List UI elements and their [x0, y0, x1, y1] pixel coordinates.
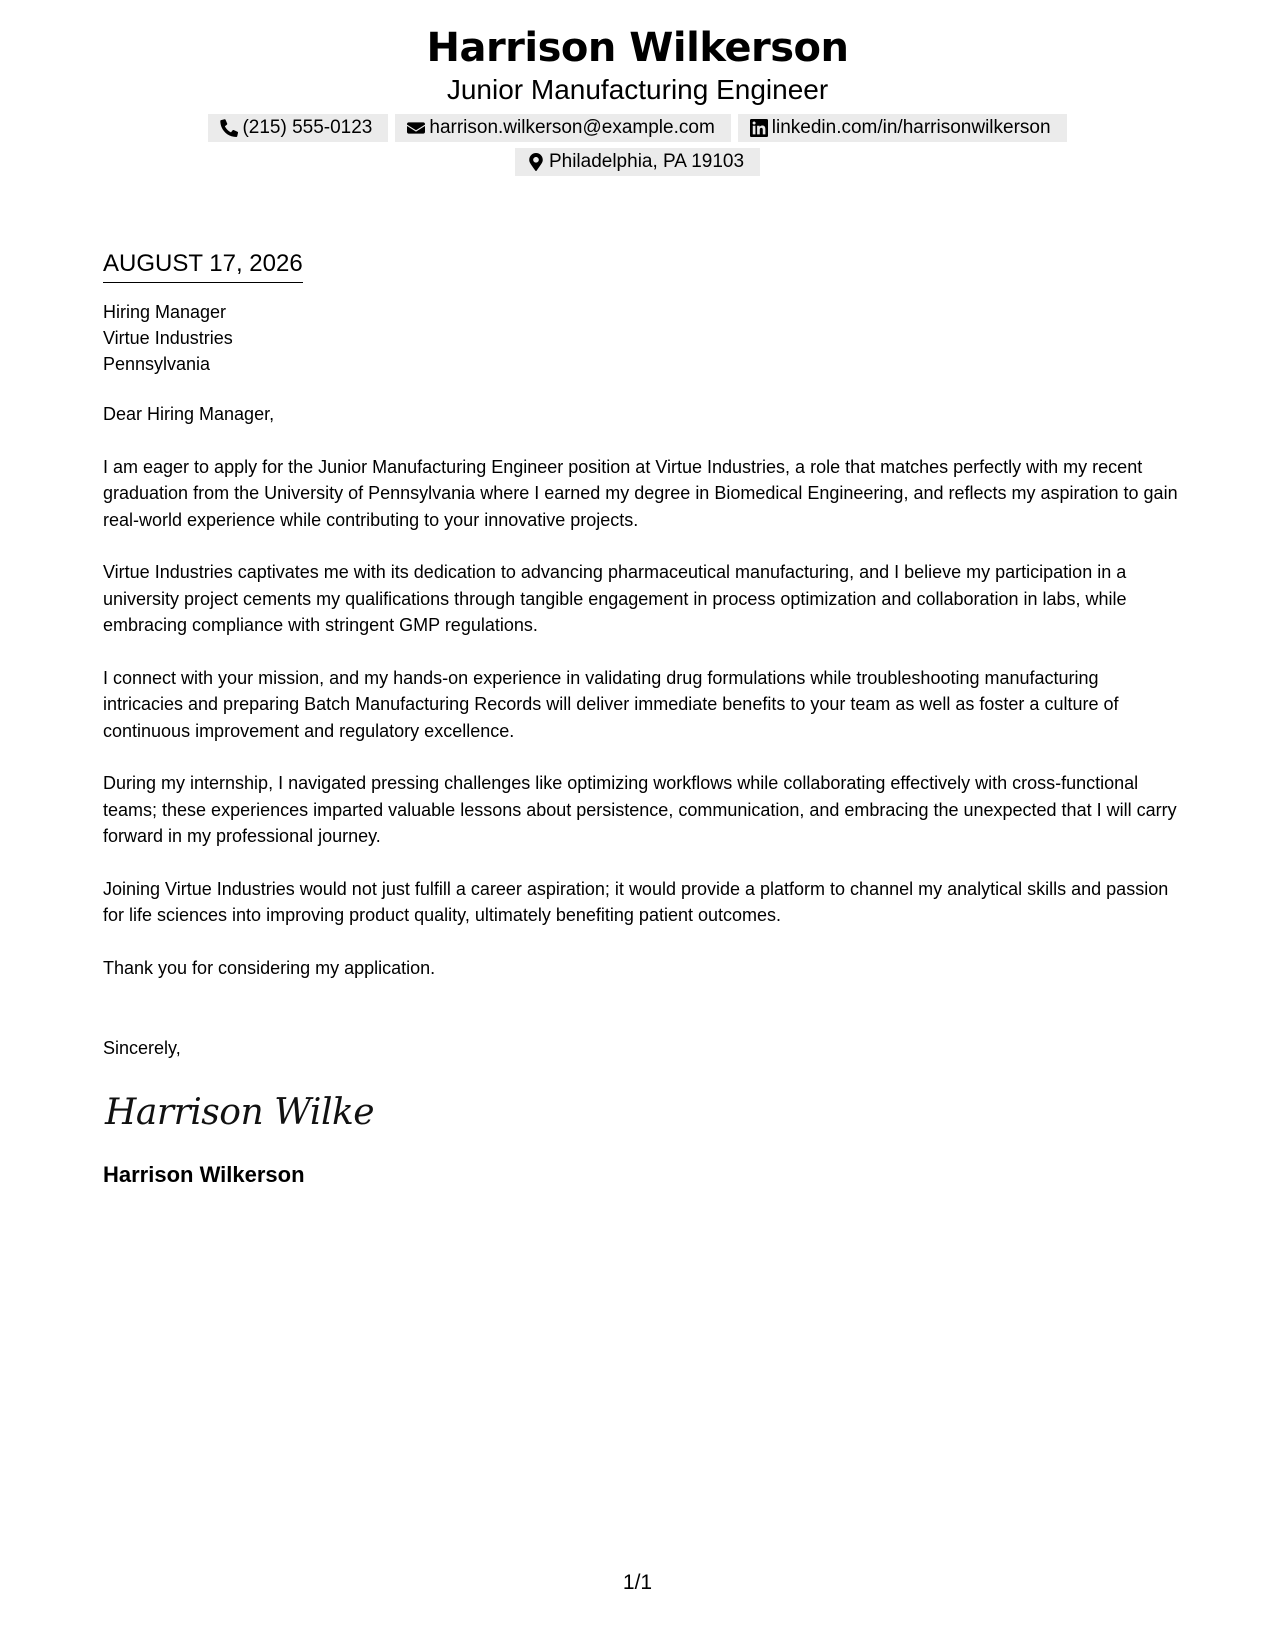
paragraph-intro: I am eager to apply for the Junior Manufacturing Engineer position at Virtue Industries, a role that matches perfectly with my recent graduation from the University of Pennsylvania where I earned my degree in Biomedical Engineering, and reflects my aspiration to gain real-world experience while contributing to your innovative projects. [103, 456, 1178, 530]
location-text: Philadelphia, PA 19103 [548, 151, 745, 172]
letter-body [103, 246, 1178, 1190]
contact-email[interactable] [395, 114, 730, 142]
envelope-icon [407, 119, 425, 137]
recipient-title: Hiring Manager [103, 302, 227, 322]
map-pin-icon [527, 153, 545, 171]
recipient-block [103, 299, 1178, 377]
signature-graphic [103, 1086, 373, 1138]
email-text: harrison.wilkerson@example.com [429, 117, 715, 138]
recipient-company: Virtue Industries [103, 328, 233, 348]
paragraph-internship: During my internship, I navigated pressing challenges like optimizing workflows while collaborating effectively with cross-functional teams; these experiences imparted valuable lessons about persistence, communication, and embracing the unexpected that I will carry forward in my professional journey. [103, 773, 1177, 846]
phone-icon [220, 119, 238, 137]
applicant-role: Junior Manufacturing Engineer [446, 74, 829, 105]
closing: Sincerely, [103, 1038, 181, 1058]
contact-location [515, 148, 760, 176]
paragraph-aspiration: Joining Virtue Industries would not just fulfill a career aspiration; it would provide a platform to channel my analytical skills and passion for life sciences into improving product quality, ultimately benefiting patient outcomes. [103, 878, 1169, 925]
letter-date: AUGUST 17, 2026 [103, 246, 303, 283]
linkedin-icon [750, 119, 768, 137]
signed-name: Harrison Wilkerson [103, 1161, 305, 1187]
recipient-location: Pennsylvania [103, 354, 211, 374]
contact-phone[interactable] [208, 114, 388, 142]
linkedin-text: linkedin.com/in/harrisonwilkerson [771, 117, 1051, 138]
contact-linkedin[interactable] [738, 114, 1067, 142]
contact-bar [188, 114, 1088, 176]
phone-text: (215) 555-0123 [242, 117, 373, 138]
salutation: Dear Hiring Manager, [103, 404, 275, 424]
applicant-name: Harrison Wilkerson [426, 25, 849, 71]
handwritten-signature [103, 1086, 1178, 1138]
paragraph-thanks: Thank you for considering my application. [103, 957, 436, 978]
page-number: 1/1 [622, 1571, 653, 1594]
letter-header [0, 22, 1275, 176]
paragraph-experience: I connect with your mission, and my hands-on experience in validating drug formulations while troubleshooting manufacturing intricacies and preparing Batch Manufacturing Records will deliver immediate benefits to your team as well as foster a culture of continuous improvement and regulatory excellence. [103, 667, 1119, 741]
signature-text: Harrison Wilker [105, 1091, 373, 1133]
paragraph-company-fit: Virtue Industries captivates me with its dedication to advancing pharmaceutical manufacturing, and I believe my participation in a university project cements my qualifications through tangible engagement in process optimization and collaboration in labs, while embracing compliance with stringent GMP regulations. [103, 562, 1127, 635]
